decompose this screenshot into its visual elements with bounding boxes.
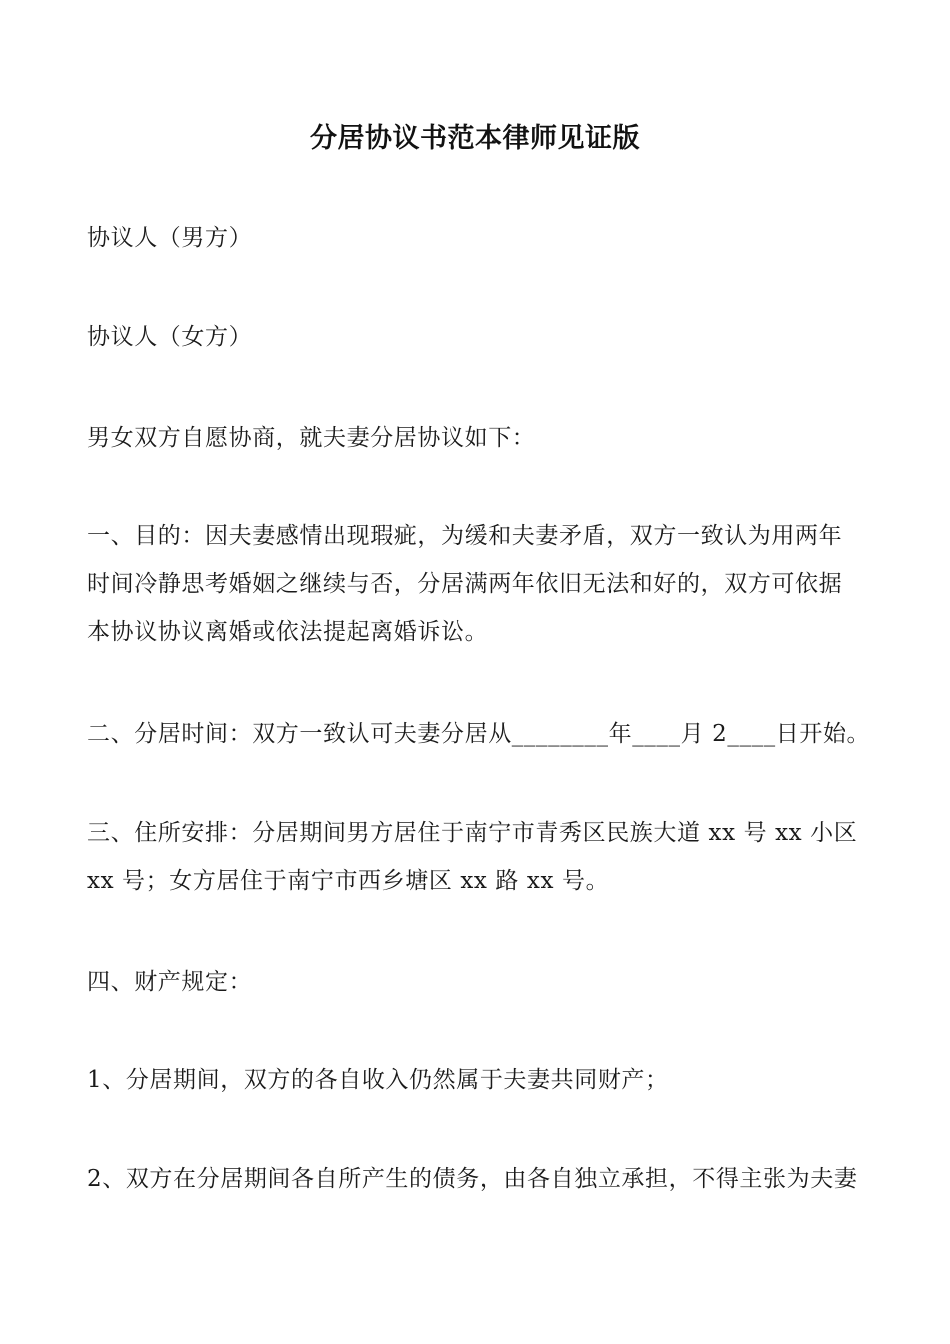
property-item-2: 2、双方在分居期间各自所产生的债务，由各自独立承担，不得主张为夫妻 — [87, 1166, 858, 1192]
section-three-paragraph — [87, 809, 867, 905]
section-two-paragraph — [87, 710, 871, 758]
section-three-line: 三、住所安排：分居期间男方居住于南宁市青秀区民族大道 xx 号 xx 小区 — [87, 820, 858, 846]
party-female-line: 协议人（女方） — [87, 324, 253, 350]
property-item-1: 1、分居期间，双方的各自收入仍然属于夫妻共同财产； — [87, 1067, 669, 1093]
section-one-line: 本协议协议离婚或依法提起离婚诉讼。 — [87, 619, 489, 645]
intro-paragraph: 男女双方自愿协商，就夫妻分居协议如下： — [87, 425, 536, 451]
section-two-line: 二、分居时间：双方一致认可夫妻分居从________年____月 2____日开始。 — [87, 721, 871, 747]
section-one-line: 时间冷静思考婚姻之继续与否，分居满两年依旧无法和好的，双方可依据 — [87, 571, 843, 597]
section-one-line: 一、目的：因夫妻感情出现瑕疵，为缓和夫妻矛盾，双方一致认为用两年 — [87, 523, 843, 549]
section-three-line: xx 号；女方居住于南宁市西乡塘区 xx 路 xx 号。 — [87, 868, 610, 894]
section-four-heading: 四、财产规定： — [87, 969, 253, 995]
section-one-paragraph — [87, 512, 867, 656]
party-male-line: 协议人（男方） — [87, 225, 253, 251]
document-title: 分居协议书范本律师见证版 — [310, 123, 640, 154]
